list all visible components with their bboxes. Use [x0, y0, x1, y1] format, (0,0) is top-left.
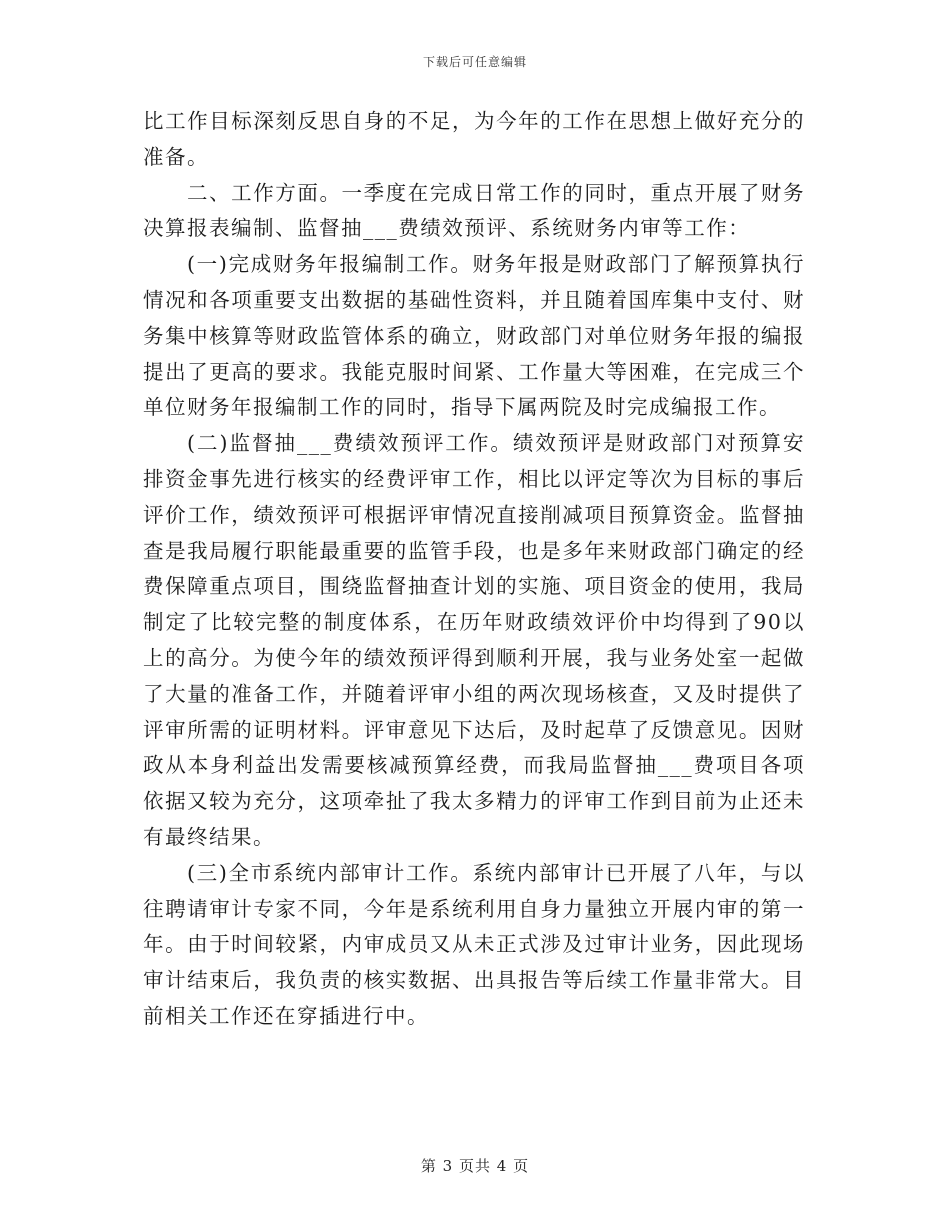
- paragraph-continuation: 比工作目标深刻反思自身的不足，为今年的工作在思想上做好充分的准备。: [143, 109, 805, 169]
- paragraph-annual-report: (一)完成财务年报编制工作。财务年报是财政部门了解预算执行情况和各项重要支出数据的基础性资料，并且随着国库集中支付、财务集中核算等财政监管体系的确立，财政部门对单位财务年报的编报提出了更高的要求。我能克服时间紧、工作量大等困难，在完成三个单位财务年报编制工作的同时，指导下属两院及时完成编报工作。: [143, 252, 805, 420]
- paragraph-performance-review: (二)监督抽___费绩效预评工作。绩效预评是财政部门对预算安排资金事先进行核实的经费评审工作，相比以评定等次为目标的事后评价工作，绩效预评可根据评审情况直接削减项目预算资金。监督抽查是我局履行职能最重要的监管手段，也是多年来财政部门确定的经费保障重点项目，围绕监督抽查计划的实施、项目资金的使用，我局制定了比较完整的制度体系，在历年财政绩效评价中均得到了90以上的高分。为使今年的绩效预评得到顺利开展，我与业务处室一起做了大量的准备工作，并随着评审小组的两次现场核查，又及时提供了评审所需的证明材料。评审意见下达后，及时起草了反馈意见。因财政从本身利益出发需要核减预算经费，而我局监督抽___费项目各项依据又较为充分，这项牵扯了我太多精力的评审工作到目前为止还未有最终结果。: [143, 431, 805, 849]
- document-body: [143, 104, 805, 1035]
- paragraph-work-overview: 二、工作方面。一季度在完成日常工作的同时，重点开展了财务决算报表编制、监督抽___费绩效预评、系统财务内审等工作：: [143, 180, 805, 241]
- page-header: 下载后可任意编辑: [422, 55, 527, 69]
- page-number: 第 3 页共 4 页: [420, 1157, 530, 1175]
- paragraph-internal-audit: (三)全市系统内部审计工作。系统内部审计已开展了八年，与以往聘请审计专家不同，今年是系统利用自身力量独立开展内审的第一年。由于时间较紧，内审成员又从未正式涉及过审计业务，因此现场审计结束后，我负责的核实数据、出具报告等后续工作量非常大。目前相关工作还在穿插进行中。: [143, 860, 805, 1028]
